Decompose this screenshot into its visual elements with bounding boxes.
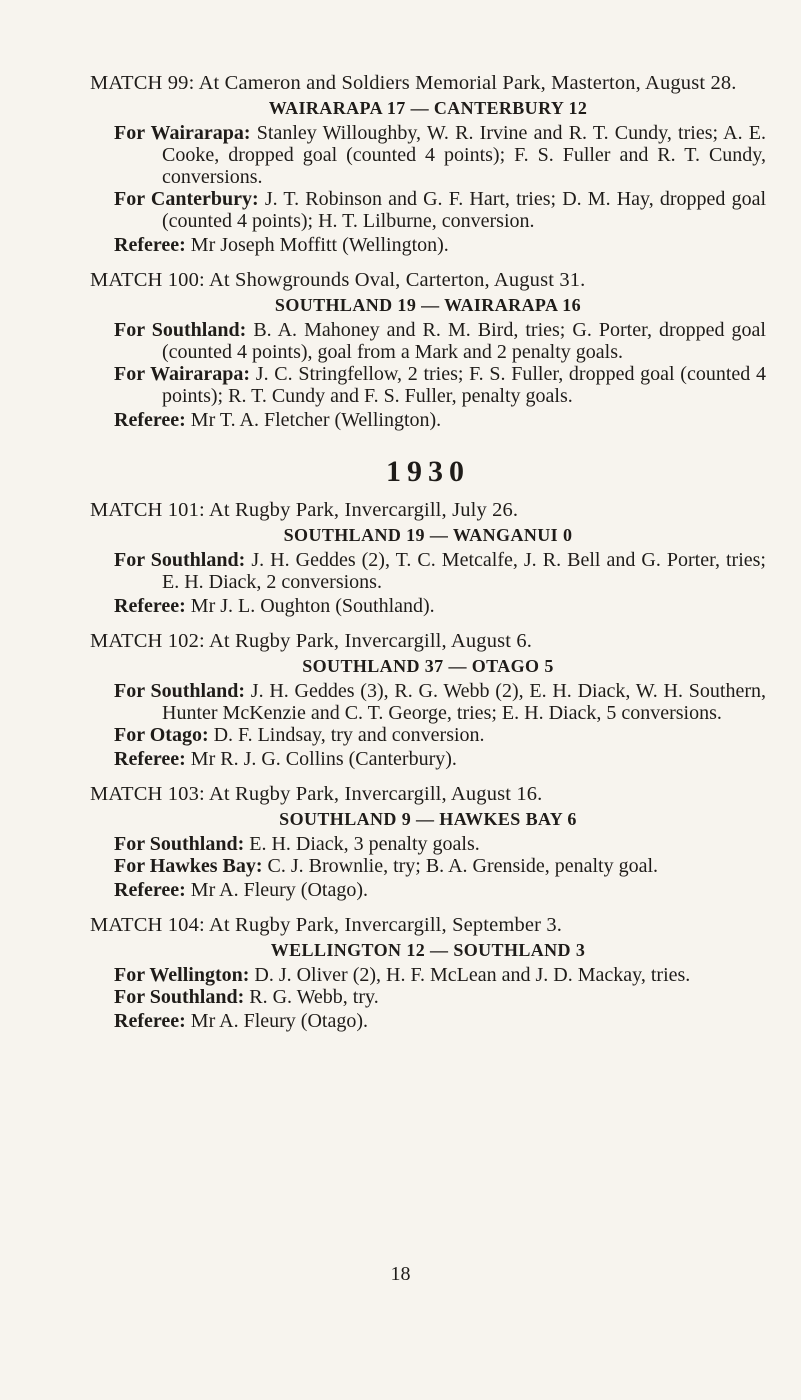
referee-label: Referee: — [114, 879, 186, 901]
referee-label: Referee: — [114, 748, 186, 770]
team-label: For Wairarapa: — [114, 363, 251, 385]
match-score: SOUTHLAND 19 — WANGANUI 0 — [283, 525, 573, 545]
scorers-line — [114, 986, 766, 1008]
referee-label: Referee: — [114, 595, 186, 617]
referee-name: Mr A. Fleury (Otago). — [190, 1010, 368, 1032]
scorers-line — [114, 964, 766, 986]
team-label: For Southland: — [114, 986, 245, 1008]
scorers-text: J. H. Geddes (3), R. G. Webb (2), E. H. Diack, W. H. Southern, Hunter McKenzie and C. T. George, tries; E. H. Diack, 5 conversions. — [162, 680, 766, 724]
scorers-line — [114, 833, 766, 855]
team-label: For Canterbury: — [114, 188, 259, 210]
team-label: For Hawkes Bay: — [114, 855, 263, 877]
match-entry — [90, 72, 766, 256]
referee-line — [114, 234, 766, 256]
scorers-text: J. T. Robinson and G. F. Hart, tries; D. M. Hay, dropped goal (counted 4 points); H. T. Lilburne, conversion. — [162, 188, 767, 232]
scorers-text: D. J. Oliver (2), H. F. McLean and J. D. Mackay, tries. — [254, 964, 691, 986]
match-score: SOUTHLAND 37 — OTAGO 5 — [302, 656, 554, 676]
referee-name: Mr J. L. Oughton (Southland). — [190, 595, 435, 617]
scorers-line — [114, 363, 766, 407]
scorers-text: E. H. Diack, 3 penalty goals. — [249, 833, 480, 855]
scorers-text: Stanley Willoughby, W. R. Irvine and R. T. Cundy, tries; A. E. Cooke, dropped goal (counted 4 points); F. S. Fuller and R. T. Cundy, conversions. — [162, 122, 766, 188]
match-score: SOUTHLAND 19 — WAIRARAPA 16 — [274, 295, 582, 315]
referee-line — [114, 595, 766, 617]
match-heading: MATCH 104: At Rugby Park, Invercargill, September 3. — [90, 914, 563, 936]
team-label: For Wellington: — [114, 964, 250, 986]
match-score: WELLINGTON 12 — SOUTHLAND 3 — [270, 940, 586, 960]
scorers-text: D. F. Lindsay, try and conversion. — [213, 724, 485, 746]
team-label: For Southland: — [114, 680, 245, 702]
year-heading: 1930 — [386, 455, 470, 488]
match-entry — [90, 269, 766, 431]
scorers-line — [114, 680, 766, 724]
team-label: For Southland: — [114, 833, 245, 855]
referee-name: Mr T. A. Fletcher (Wellington). — [190, 409, 442, 431]
referee-label: Referee: — [114, 1010, 186, 1032]
referee-line — [114, 748, 766, 770]
referee-label: Referee: — [114, 234, 186, 256]
match-heading: MATCH 101: At Rugby Park, Invercargill, July 26. — [90, 499, 519, 521]
referee-name: Mr A. Fleury (Otago). — [190, 879, 368, 901]
scorers-text: J. C. Stringfellow, 2 tries; F. S. Fuller, dropped goal (counted 4 points); R. T. Cundy and F. S. Fuller, penalty goals. — [162, 363, 766, 407]
referee-line — [114, 1010, 766, 1032]
scorers-line — [114, 549, 766, 593]
match-heading: MATCH 100: At Showgrounds Oval, Carterton, August 31. — [90, 269, 586, 291]
scorers-text: J. H. Geddes (2), T. C. Metcalfe, J. R. Bell and G. Porter, tries; E. H. Diack, 2 conversions. — [162, 549, 766, 593]
scorers-text: B. A. Mahoney and R. M. Bird, tries; G. Porter, dropped goal (counted 4 points), goal from a Mark and 2 penalty goals. — [162, 319, 766, 363]
scorers-text: C. J. Brownlie, try; B. A. Grenside, penalty goal. — [267, 855, 659, 877]
match-heading: MATCH 99: At Cameron and Soldiers Memorial Park, Masterton, August 28. — [90, 72, 737, 94]
scorers-line — [114, 724, 766, 746]
team-label: For Southland: — [114, 549, 246, 571]
page-content — [90, 72, 766, 1045]
match-heading: MATCH 103: At Rugby Park, Invercargill, August 16. — [90, 783, 543, 805]
match-entry — [90, 783, 766, 901]
referee-label: Referee: — [114, 409, 186, 431]
team-label: For Otago: — [114, 724, 209, 746]
scorers-text: R. G. Webb, try. — [249, 986, 379, 1008]
referee-name: Mr R. J. G. Collins (Canterbury). — [190, 748, 457, 770]
match-score: SOUTHLAND 9 — HAWKES BAY 6 — [279, 809, 577, 829]
page-number: 18 — [390, 1263, 411, 1285]
team-label: For Wairarapa: — [114, 122, 251, 144]
match-heading: MATCH 102: At Rugby Park, Invercargill, August 6. — [90, 630, 533, 652]
scorers-line — [114, 319, 766, 363]
match-score: WAIRARAPA 17 — CANTERBURY 12 — [268, 98, 588, 118]
match-entry — [90, 914, 766, 1032]
match-entry — [90, 630, 766, 770]
team-label: For Southland: — [114, 319, 247, 341]
scorers-line — [114, 122, 766, 188]
scorers-line — [114, 188, 766, 232]
match-entry — [90, 499, 766, 617]
referee-line — [114, 409, 766, 431]
referee-line — [114, 879, 766, 901]
scorers-line — [114, 855, 766, 877]
referee-name: Mr Joseph Moffitt (Wellington). — [190, 234, 449, 256]
